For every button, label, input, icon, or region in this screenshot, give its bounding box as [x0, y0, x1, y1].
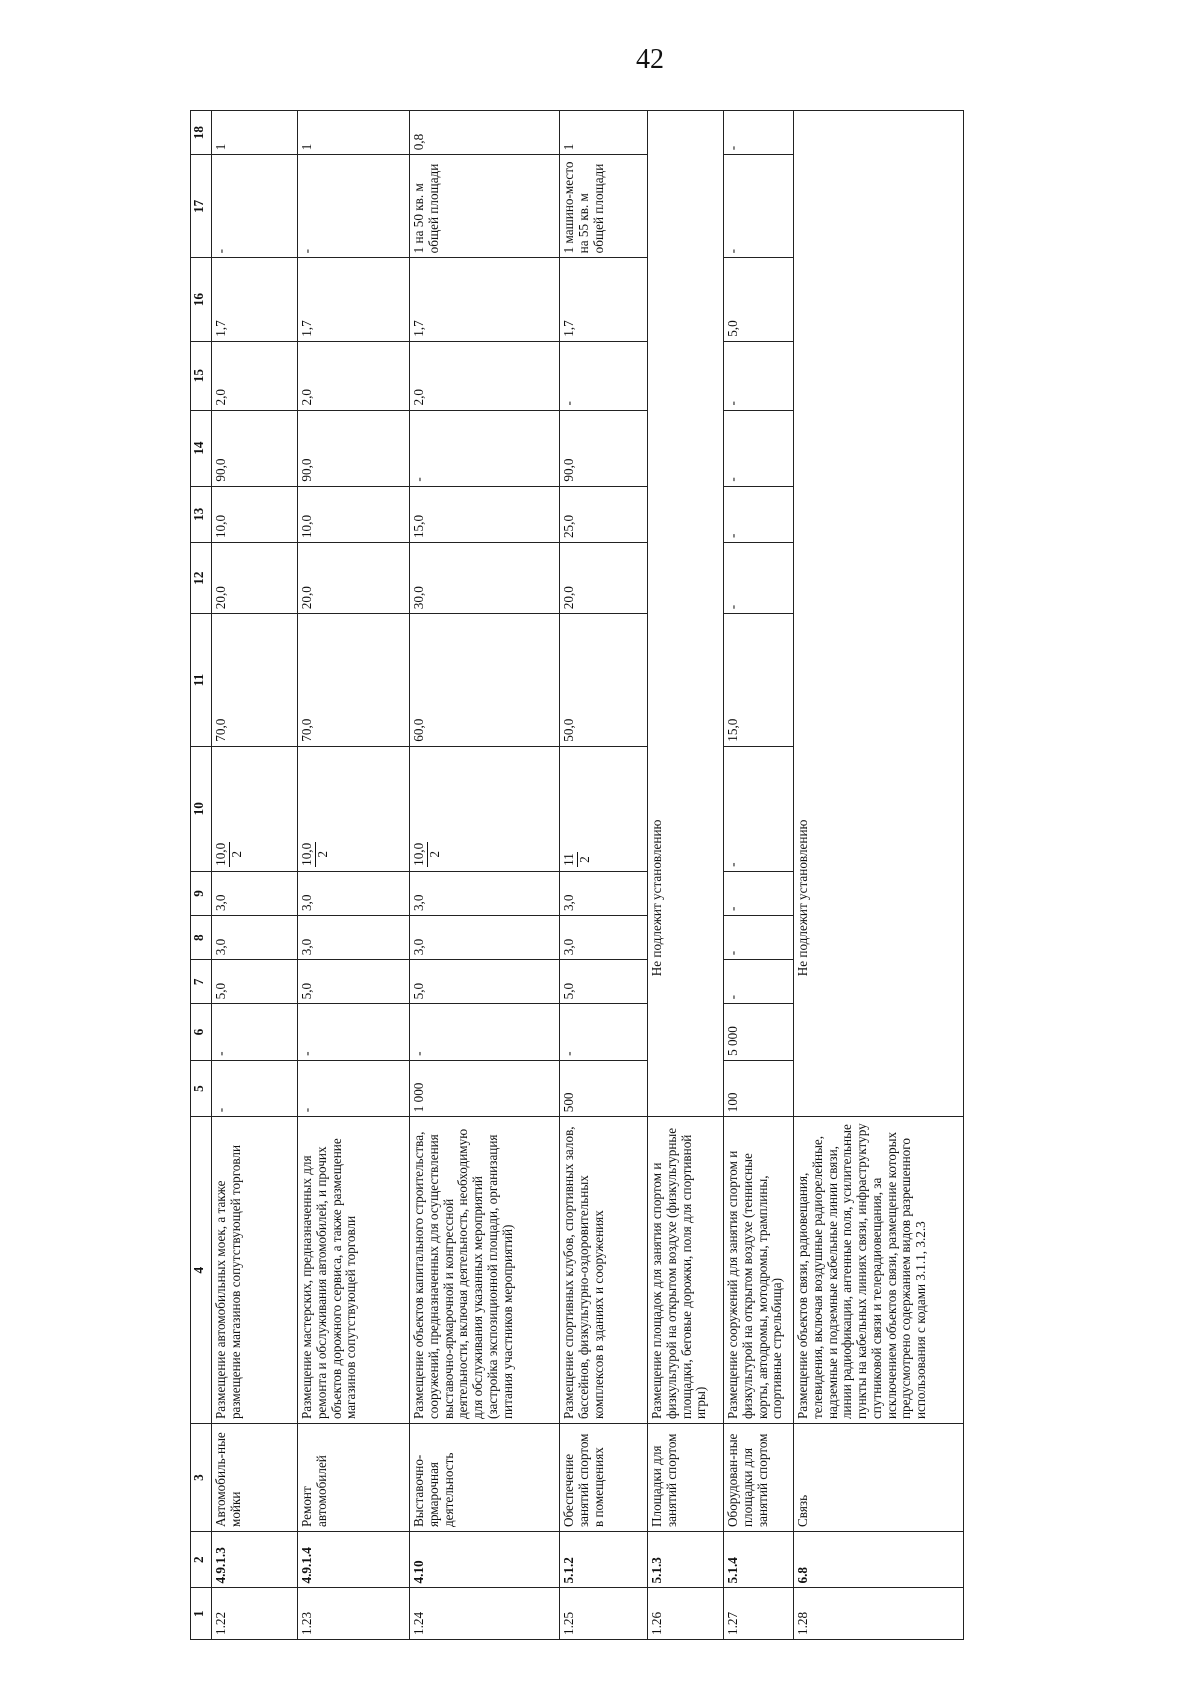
cell-5: 1 000 [410, 1060, 560, 1116]
fraction-denominator: 2 [228, 851, 244, 858]
header-cell: 16 [191, 258, 212, 341]
header-cell: 4 [191, 1117, 212, 1424]
cell-17: - [212, 155, 298, 258]
cell-15: 2,0 [298, 341, 410, 410]
use-description: Размещение площадок для занятия спортом и физкультурой на открытом воздухе (физкультурные площадки, беговые дорожки, поля для спортивной игры) [648, 1117, 724, 1424]
cell-10 [212, 746, 298, 871]
cell-7: 5,0 [212, 960, 298, 1004]
use-name: Площадки для занятий спортом [648, 1424, 724, 1532]
header-cell: 12 [191, 543, 212, 614]
cell-13: - [724, 486, 794, 542]
cell-5: 500 [560, 1060, 648, 1116]
cell-11: 70,0 [298, 614, 410, 747]
row-number: 1.28 [794, 1588, 964, 1640]
header-cell: 18 [191, 111, 212, 155]
header-cell: 2 [191, 1532, 212, 1588]
cell-9: 3,0 [410, 871, 560, 915]
table-row [560, 111, 648, 1640]
row-number: 1.23 [298, 1588, 410, 1640]
use-description: Размещение объектов капитального строительства, сооружений, предназначенных для осуществления выставочно-ярмарочной и конгрессной деятельности, включая деятельность, необходимую для обслуживания указанных мероприятий (застройка экспозиционной площади, организация питания участников мероприятий) [410, 1117, 560, 1424]
header-row [191, 111, 212, 1640]
use-description: Размещение автомобильных моек, а также размещение магазинов сопутствующей торговли [212, 1117, 298, 1424]
cell-11: 50,0 [560, 614, 648, 747]
use-code: 4.10 [410, 1532, 560, 1588]
cell-14: 90,0 [298, 410, 410, 486]
use-description: Размещение сооружений для занятия спортом и физкультурой на открытом воздухе (теннисные корты, автодромы, мотодромы, трамплины, спортивные стрельбища) [724, 1117, 794, 1424]
fraction-numerator: 11 [561, 853, 576, 866]
row-number: 1.24 [410, 1588, 560, 1640]
use-name: Ремонт автомобилей [298, 1424, 410, 1532]
header-cell: 17 [191, 155, 212, 258]
table-row [648, 111, 724, 1640]
cell-16: 1,7 [410, 258, 560, 341]
cell-12: 20,0 [298, 543, 410, 614]
cell-12: 20,0 [560, 543, 648, 614]
fraction [412, 842, 443, 867]
cell-12: 20,0 [212, 543, 298, 614]
cell-10: - [724, 746, 794, 871]
cell-9: 3,0 [298, 871, 410, 915]
header-cell: 7 [191, 960, 212, 1004]
use-name: Автомобиль-ные мойки [212, 1424, 298, 1532]
cell-14: - [410, 410, 560, 486]
cell-17: 1 на 50 кв. м общей площади [410, 155, 560, 258]
cell-9: 3,0 [212, 871, 298, 915]
header-cell: 6 [191, 1004, 212, 1060]
cell-16: 1,7 [560, 258, 648, 341]
cell-10 [410, 746, 560, 871]
fraction-denominator: 2 [576, 856, 592, 863]
cell-15: - [560, 341, 648, 410]
use-code: 5.1.4 [724, 1532, 794, 1588]
fraction-denominator: 2 [314, 851, 330, 858]
header-cell: 8 [191, 916, 212, 960]
cell-16: 1,7 [212, 258, 298, 341]
cell-18: 1 [212, 111, 298, 155]
cell-5: - [298, 1060, 410, 1116]
header-cell: 14 [191, 410, 212, 486]
table-row [724, 111, 794, 1640]
cell-8: - [724, 916, 794, 960]
page-number: 42 [636, 44, 664, 75]
header-cell: 5 [191, 1060, 212, 1116]
cell-11: 15,0 [724, 614, 794, 747]
cell-15: 2,0 [212, 341, 298, 410]
row-number: 1.26 [648, 1588, 724, 1640]
use-code: 5.1.2 [560, 1532, 648, 1588]
cell-11: 70,0 [212, 614, 298, 747]
fraction-numerator: 10,0 [411, 842, 426, 866]
not-applicable-note: Не подлежит установлению [794, 111, 964, 1117]
cell-7: 5,0 [410, 960, 560, 1004]
table-container [190, 110, 960, 1640]
cell-15: - [724, 341, 794, 410]
cell-7: 5,0 [560, 960, 648, 1004]
cell-8: 3,0 [410, 916, 560, 960]
table-row [794, 111, 964, 1640]
cell-6: - [298, 1004, 410, 1060]
cell-13: 10,0 [298, 486, 410, 542]
cell-6: 5 000 [724, 1004, 794, 1060]
cell-17: - [298, 155, 410, 258]
cell-17: 1 машино-место на 55 кв. м общей площади [560, 155, 648, 258]
cell-16: 1,7 [298, 258, 410, 341]
cell-5: - [212, 1060, 298, 1116]
use-name: Выставочно-ярмарочная деятельность [410, 1424, 560, 1532]
cell-12: 30,0 [410, 543, 560, 614]
cell-18: 1 [560, 111, 648, 155]
use-code: 5.1.3 [648, 1532, 724, 1588]
header-cell: 3 [191, 1424, 212, 1532]
cell-8: 3,0 [560, 916, 648, 960]
fraction [300, 842, 331, 867]
cell-7: - [724, 960, 794, 1004]
cell-6: - [410, 1004, 560, 1060]
use-name: Оборудован-ные площадки для занятий спортом [724, 1424, 794, 1532]
use-name: Обеспечение занятий спортом в помещениях [560, 1424, 648, 1532]
cell-11: 60,0 [410, 614, 560, 747]
cell-16: 5,0 [724, 258, 794, 341]
cell-13: 15,0 [410, 486, 560, 542]
cell-9: - [724, 871, 794, 915]
fraction-denominator: 2 [426, 851, 442, 858]
cell-18: - [724, 111, 794, 155]
not-applicable-note: Не подлежит установлению [648, 111, 724, 1117]
cell-15: 2,0 [410, 341, 560, 410]
use-description: Размещение мастерских, предназначенных для ремонта и обслуживания автомобилей, и прочих объектов дорожного сервиса, а также размещение магазинов сопутствующей торговли [298, 1117, 410, 1424]
cell-10 [298, 746, 410, 871]
cell-8: 3,0 [298, 916, 410, 960]
use-name: Связь [794, 1424, 964, 1532]
header-cell: 15 [191, 341, 212, 410]
header-cell: 1 [191, 1588, 212, 1640]
use-description: Размещение спортивных клубов, спортивных залов, бассейнов, физкультурно-оздоровительных комплексов в зданиях и сооружениях [560, 1117, 648, 1424]
header-cell: 13 [191, 486, 212, 542]
fraction [214, 842, 245, 867]
use-code: 4.9.1.3 [212, 1532, 298, 1588]
table-row [410, 111, 560, 1640]
cell-6: - [212, 1004, 298, 1060]
header-cell: 10 [191, 746, 212, 871]
cell-10 [560, 746, 648, 871]
cell-12: - [724, 543, 794, 614]
zoning-table [190, 110, 964, 1640]
fraction-numerator: 10,0 [213, 842, 228, 866]
use-code: 4.9.1.4 [298, 1532, 410, 1588]
cell-14: 90,0 [212, 410, 298, 486]
cell-5: 100 [724, 1060, 794, 1116]
cell-9: 3,0 [560, 871, 648, 915]
table-row [212, 111, 298, 1640]
row-number: 1.25 [560, 1588, 648, 1640]
fraction [562, 852, 593, 867]
cell-18: 0,8 [410, 111, 560, 155]
row-number: 1.27 [724, 1588, 794, 1640]
cell-6: - [560, 1004, 648, 1060]
table-row [298, 111, 410, 1640]
cell-14: - [724, 410, 794, 486]
fraction-numerator: 10,0 [299, 842, 314, 866]
cell-8: 3,0 [212, 916, 298, 960]
use-description: Размещение объектов связи, радиовещания, телевидения, включая воздушные радиорелейные, надземные и подземные кабельные линии связи, линии радиофикации, антенные поля, усилительные пункты на кабельных линиях связи, инфраструктуру спутниковой связи и телерадиовещания, за исключением объектов связи, размещение которых предусмотрено содержанием видов разрешенного использования с кодами 3.1.1, 3.2.3 [794, 1117, 964, 1424]
cell-18: 1 [298, 111, 410, 155]
cell-17: - [724, 155, 794, 258]
cell-7: 5,0 [298, 960, 410, 1004]
cell-13: 10,0 [212, 486, 298, 542]
cell-14: 90,0 [560, 410, 648, 486]
row-number: 1.22 [212, 1588, 298, 1640]
header-cell: 9 [191, 871, 212, 915]
cell-13: 25,0 [560, 486, 648, 542]
use-code: 6.8 [794, 1532, 964, 1588]
header-cell: 11 [191, 614, 212, 747]
